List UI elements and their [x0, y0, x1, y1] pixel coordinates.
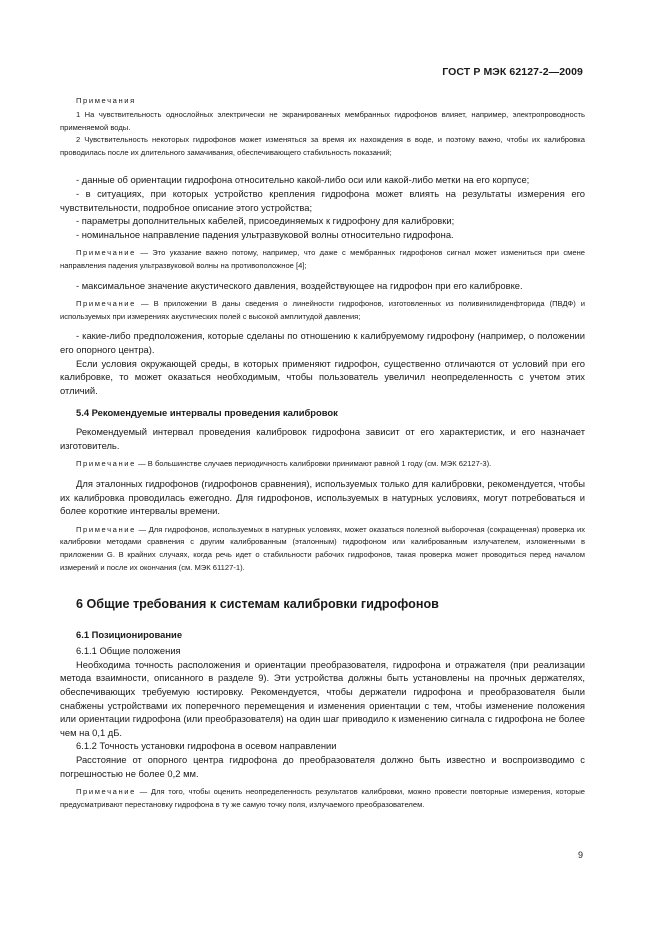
note-label: Примечание	[76, 299, 136, 309]
section-6-1-1-paragraph: Необходима точность расположения и ориентации преобразователя, гидрофона и отражателя (при реализации метода взаимности, описанного в разделе 9). Эти устройства должны быть установлены на прочных держателях, обеспечивающих требуемую юстировку. Рекомендуется, чтобы держатели гидрофона и преобразователя были снабжены устройствами их поперечного перемещения и изменения ориентации с тем, чтобы изменение положения или ориентации гидрофона (или преобразователя) на один шаг приводило к изменению сигнала с гидрофона не более чем на 0,1 дБ.	[60, 658, 585, 738]
note-text: — Для гидрофонов, используемых в натурных условиях, может оказаться полезной выборочная (сокращенная) проверка их калибровки методами сравнения с другим калиброванным (эталонным) гидрофоном или калиброванным излучателем, изложенными в приложении G. В крайних случаях, когда речь идет о стабильности рабочих гидрофонов, такая проверка может проводиться перед началом измерений и после их окончания (см. МЭК 61127-1).	[60, 524, 585, 572]
paragraph-environment: Если условия окружающей среды, в которых применяют гидрофон, существенно отличаются от условий при его калибровке, то может оказаться необходимым, чтобы пользователь увеличил неопределенность с учетом этих отличий.	[60, 357, 585, 396]
note-label: Примечание	[76, 248, 136, 258]
list-item-assumptions: - какие-либо предположения, которые сделаны по отношению к калибруемому гидрофону (например, о положении его опорного центра).	[60, 330, 585, 355]
section-6-1-2-paragraph: Расстояние от опорного центра гидрофона до преобразователя должно быть известно и воспроизводимо с погрешностью не более 0,2 мм.	[60, 753, 585, 779]
note-1: 1 На чувствительность однослойных электрически не экранированных мембранных гидрофонов влияет, например, электропроводность применяемой воды.	[60, 110, 585, 132]
section-5-4-title: 5.4 Рекомендуемые интервалы проведения калибровок	[76, 407, 338, 419]
notes-heading: Примечания	[76, 96, 136, 105]
section-5-4-paragraph-1: Рекомендуемый интервал проведения калибровок гидрофона зависит от его характеристик, и его назначает изготовитель.	[60, 426, 585, 451]
note-linearity	[60, 298, 585, 323]
list-item-direction: - номинальное направление падения ультразвуковой волны относительно гидрофона.	[76, 228, 454, 240]
note-text: — В большинстве случаев периодичность калибровки принимают равной 1 году (см. МЭК 62127-3).	[135, 459, 492, 469]
page-content	[60, 94, 585, 811]
list-item-cables: - параметры дополнительных кабелей, присоединяемых к гидрофону для калибровки;	[76, 215, 455, 227]
list-item-orientation: - данные об ориентации гидрофона относительно какой-либо оси или какой-либо метки на его корпусе;	[76, 174, 530, 186]
note-label: Примечание	[76, 524, 136, 534]
section-6-title: 6 Общие требования к системам калибровки гидрофонов	[76, 597, 439, 612]
note-label: Примечание	[76, 459, 136, 469]
section-5-4-paragraph-2: Для эталонных гидрофонов (гидрофонов сравнения), используемых только для калибровки, рекомендуется, чтобы их калибровка проводилась ежегодно. Для гидрофонов, используемых в натурных условиях, могут потребоваться и более короткие интервалы времени.	[60, 478, 585, 517]
page-number: 9	[577, 850, 583, 860]
section-5-4-note-2	[60, 524, 585, 574]
list-item-mount: - в ситуациях, при которых устройство крепления гидрофона может влиять на результаты измерения его чувствительности, подробное описание этого устройства;	[60, 187, 585, 213]
section-6-1-1-title: 6.1.1 Общие положения	[76, 645, 181, 657]
note-text: — Для того, чтобы оценить неопределенность результатов калибровки, можно провести повторные измерения, которые предусматривают перестановку гидрофона в ту же самую точку поля, излучаемого преобразователем.	[60, 787, 585, 809]
note-label: Примечание	[76, 787, 136, 797]
document-header: ГОСТ Р МЭК 62127-2—2009	[442, 66, 583, 78]
section-6-1-2-title: 6.1.2 Точность установки гидрофона в осевом направлении	[76, 740, 337, 752]
note-text: — Это указание важно потому, например, что даже с мембранных гидрофонов сигнал может измениться при смене направления падения ультразвуковой волны на противоположное [4];	[60, 248, 585, 270]
list-item-max-pressure: - максимальное значение акустического давления, воздействующее на гидрофон при его калибровке.	[76, 279, 523, 291]
section-6-1-title: 6.1 Позиционирование	[76, 629, 183, 641]
section-6-note	[60, 786, 585, 811]
note-2: 2 Чувствительность некоторых гидрофонов может изменяться за время их нахождения в воде, и поэтому важно, чтобы их калибровка проводилась после их длительного замачивания, обеспечивающего стабильность показаний;	[60, 135, 585, 157]
section-5-4-note-1	[60, 458, 585, 471]
note-membrane	[60, 247, 585, 272]
note-text: — В приложении В даны сведения о линейности гидрофонов, изготовленных из поливинилиденфторида (ПВДФ) и используемых при измерениях акустических полей с высокой амплитудой давления;	[60, 299, 585, 321]
